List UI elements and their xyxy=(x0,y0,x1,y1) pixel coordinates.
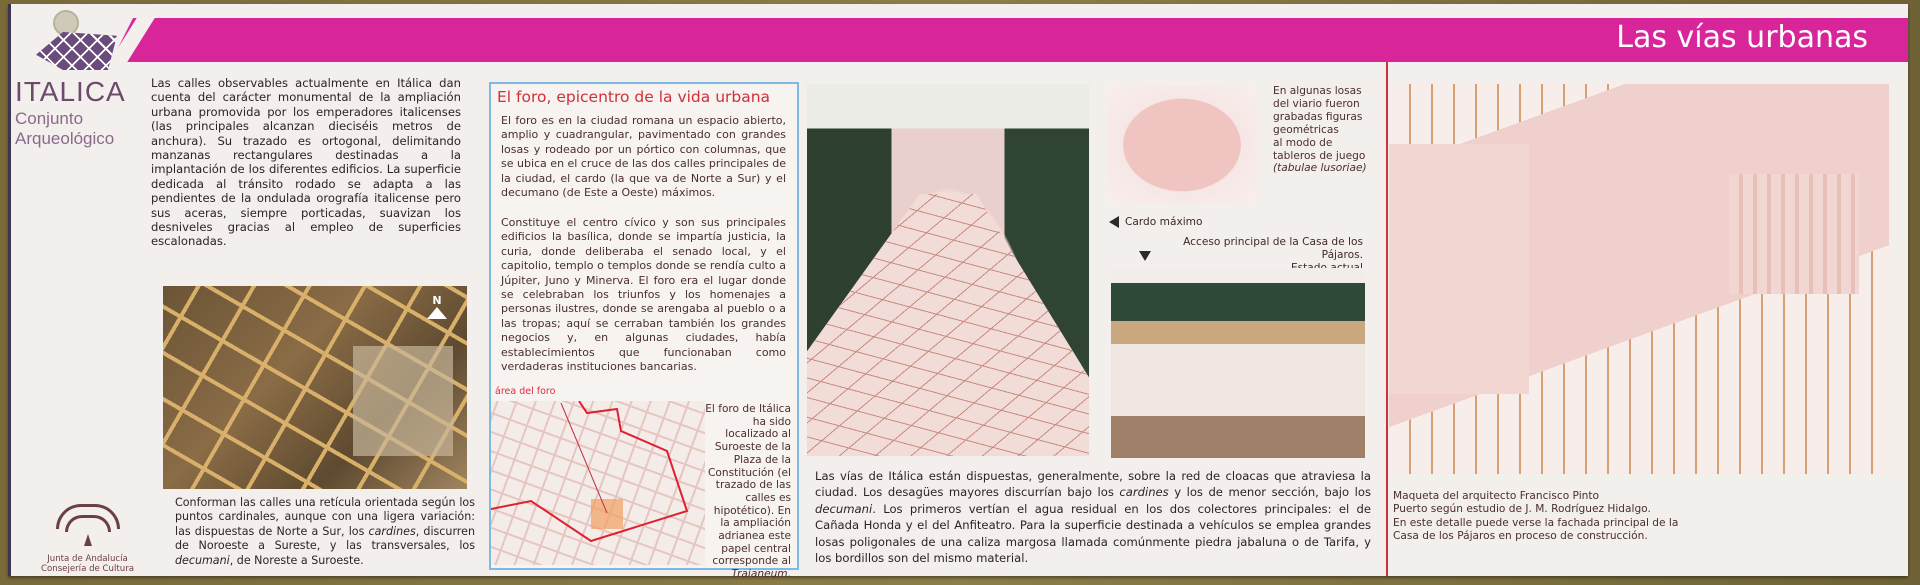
tabula-caption: En algunas losas del viario fueron grabadas figuras geométricas al modo de tableros de juego (tabulae lusoriae) xyxy=(1273,85,1367,175)
acceso-label: Acceso principal de la Casa de los Pájaros. xyxy=(1183,236,1363,261)
cardo-label: Cardo máximo xyxy=(1109,216,1202,228)
aerial-photo xyxy=(163,286,467,489)
page-title: Las vías urbanas xyxy=(1616,20,1868,55)
junta-andalucia-logo xyxy=(41,504,134,574)
city-wall-outline xyxy=(491,401,705,565)
section-divider xyxy=(1386,62,1388,576)
model-colonnade xyxy=(1729,174,1859,294)
forum-paragraph-1: El foro es en la ciudad romana un espacio abierto, amplio y cuadrangular, pavimentado con grandes losas y rodeado por un pórtico con columnas, que se ubica en el cruce de las dos calles principales de la ciudad, el cardo (la que va de Norte a Sur) y el decumano (de Este a Oeste) máximos. xyxy=(501,114,786,200)
intro-paragraph: Las calles observables actualmente en Itálica dan cuenta del carácter monumental de la ampliación urbana promovida por los emperadores italicenses (las principales alcanzan dieciséis metros de anchura). Su trazado es ortogonal, delimitando manzanas rectangulares destinadas a la implantación de los diferentes edificios. La superficie dedicada al tránsito rodado se adapta a las pendientes de la ondulada orografía italicense pero sus aceras, siempre porticadas, suavizan los desniveles gracias al empleo de superficies escalonadas. xyxy=(151,76,461,249)
arrow-left-icon xyxy=(1109,216,1119,228)
tabula-lusoria-photo xyxy=(1107,86,1257,204)
forum-paragraph-2: Constituye el centro cívico y son sus principales edificios la basílica, donde se impartía justicia, la curia, donde deliberaba el senado local, y el capitolio, templo o templos donde se rendía culto a Júpiter, Juno y Minerva. El foro era el lugar donde se celebraban los triunfos y los homenajes a personas ilustres, donde se arengaba al pueblo o a las tropas; aquí se cerraban también los grandes negocios y, en algunas ciudades, había establecimientos que funcionaban como verdaderas instituciones bancarias. xyxy=(501,216,786,374)
cardo-maximo-photo xyxy=(807,84,1089,456)
maqueta-photo xyxy=(1389,84,1889,474)
arrow-down-icon xyxy=(1139,251,1151,261)
maqueta-caption: Maqueta del arquitecto Francisco Pinto Puerto según estudio de J. M. Rodríguez Hidalgo. En este detalle puede verse la fachada principal de la Casa de los Pájaros en proceso de construcción. xyxy=(1393,490,1679,543)
map-label: área del foro xyxy=(495,386,556,397)
casa-pajaros-photo xyxy=(1111,268,1365,458)
forum-map xyxy=(491,401,705,565)
logo-line-1: Junta de Andalucía xyxy=(47,554,128,564)
vias-paragraph: Las vías de Itálica están dispuestas, generalmente, sobre la red de cloacas que atraviesa la ciudad. Los desagües mayores discurrían bajo los cardines y los de menor sección, bajo los decumani. Los primeros vertían el agua residual en los dos colectores principales: el de Cañada Honda y el del Anfiteatro. Para la superficie destinada a vehículos se emplea grandes losas poligonales de una caliza margosa llamada comúnmente piedra jabaluna o de Tarifa, y los bordillos son del mismo material. xyxy=(815,469,1371,566)
ruins-area xyxy=(353,346,453,456)
mount-screw-icon xyxy=(53,10,79,36)
brand-name: ITALICA xyxy=(15,76,126,107)
logo-line-2: Consejería de Cultura xyxy=(41,564,134,574)
info-board xyxy=(8,4,1908,581)
paving-stones xyxy=(807,194,1089,456)
model-building xyxy=(1389,144,1529,394)
forum-title: El foro, epicentro de la vida urbana xyxy=(497,88,771,106)
brand-subtitle-2: Arqueológico xyxy=(15,129,115,148)
north-label: N xyxy=(432,294,442,307)
aerial-caption: Conforman las calles una retícula orientada según los puntos cardinales, aunque con una ligera variación: las dispuestas de Norte a Sur, los cardines, discurren de Noroeste a Sureste, y las transversales, los decumani, de Noreste a Suroeste. xyxy=(175,496,475,567)
map-caption: El foro de Itálica ha sido localizado al Suroeste de la Plaza de la Constitución (el trazado de las calles es hipotético). En la ampliación adrianea este papel central corresponde al Traianeum. xyxy=(705,403,791,581)
brand-subtitle-1: Conjunto xyxy=(15,109,84,128)
brand-block xyxy=(15,76,126,148)
north-arrow-icon xyxy=(427,294,447,319)
